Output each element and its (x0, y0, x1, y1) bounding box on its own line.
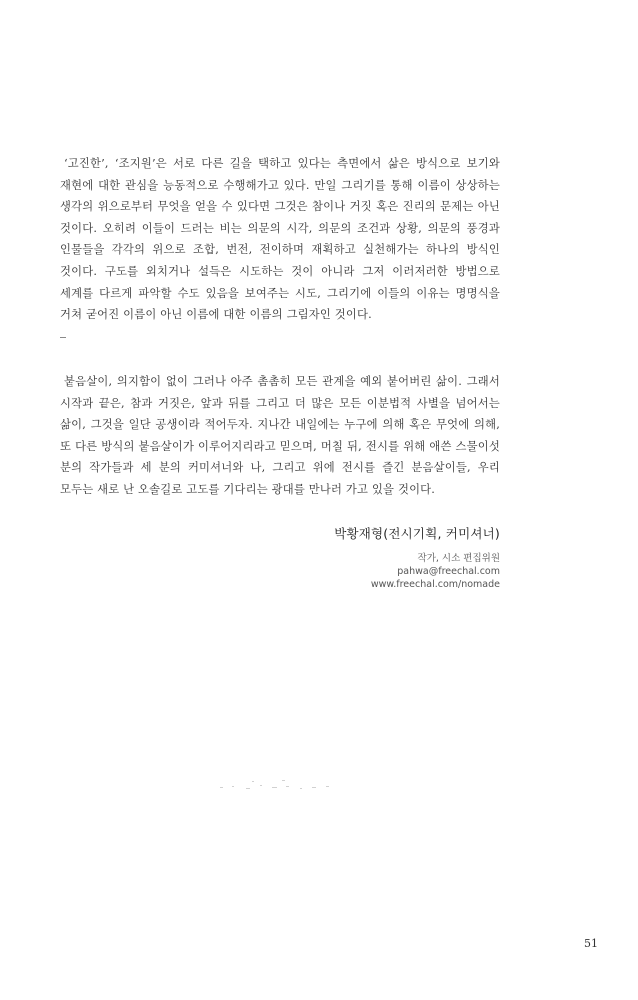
body-paragraph-1: ‘고진한’, ‘조지원’은 서로 다른 길을 택하고 있다는 측면에서 삶은 방식으로 보기와 재현에 대한 관심을 능동적으로 수행해가고 있다. 만일 그리기를 통해 이름이 상상하는 생각의 위으로부터 무엇을 얻을 수 있다면 그것은 참이나 거짓 혹은 진리의 문제는 아닌 것이다. 오히려 이들이 드러는 비는 의문의 시각, 의문의 조건과 상황, 의문의 풍경과 인물들을 각각의 위으로 조합, 번전, 전이하며 재획하고 실천해가는 하나의 방식인 것이다. 구도를 외치거나 설득은 시도하는 것이 아니라 그저 이러저러한 방법으로 세계를 다르게 파악할 수도 있음을 보여주는 시도, 그리기에 이들의 이유는 명명식을 거쳐 굳어진 이름이 아닌 이름에 대한 이름의 그림자인 것이다. (60, 157, 500, 322)
page-number: 51 (584, 937, 598, 950)
section-divider-dash (60, 337, 66, 338)
author-email: pahwa@freechal.com (397, 566, 500, 577)
author-signature: 박황재형(전시기획, 커미셔너) (334, 526, 500, 541)
scan-speckle (212, 777, 340, 793)
author-meta (371, 552, 500, 591)
body-paragraph-2: 붙음살이, 의지함이 없이 그러나 아주 촘촘히 모든 관계을 예외 붙어버린 삶이. 그래서 시작과 끝은, 참과 거짓은, 앞과 뒤를 그리고 더 많은 모든 이분법적 사별을 넘어서는 삶이, 그것을 일단 공생이라 적어두자. 지나간 내일에는 누구에 의해 혹은 무엇에 의해, 또 다른 방식의 붙음살이가 이루어지리라고 믿으며, 머칠 뒤, 전시를 위해 애쓴 스물이섯 분의 작가들과 세 분의 커미셔너와 나, 그리고 위에 전시를 즐긴 분음살이들, 우리 모두는 새로 난 오솔길로 고도를 기다리는 광대를 만나러 가고 있을 것이다. (60, 375, 500, 496)
author-website: www.freechal.com/nomade (370, 579, 500, 590)
author-role: 작가, 시소 편집위원 (417, 553, 500, 564)
